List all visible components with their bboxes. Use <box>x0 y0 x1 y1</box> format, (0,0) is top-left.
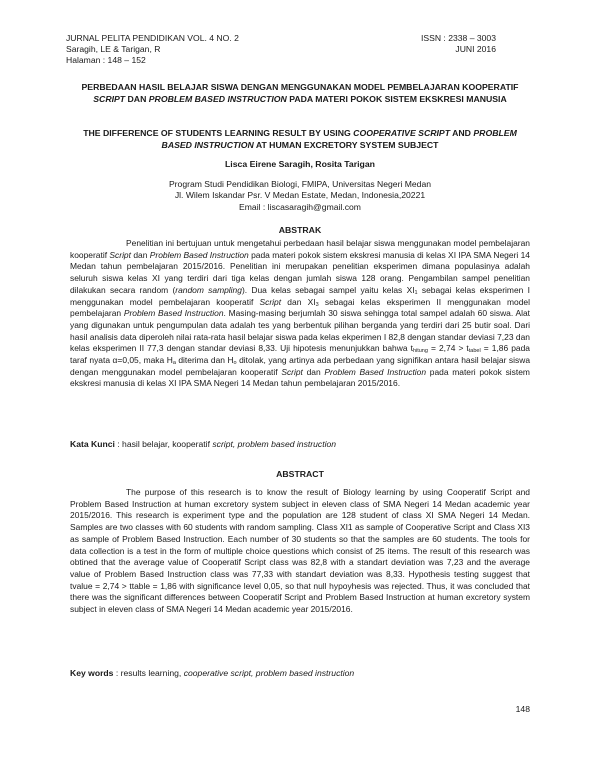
subscript: o <box>233 360 237 367</box>
affiliation-line: Program Studi Pendidikan Biologi, FMIPA, Universitas Negeri Medan <box>168 179 432 189</box>
running-header-right <box>421 33 496 55</box>
text-run: = 1,86 pada taraf nyata α=0,05, maka H <box>70 343 530 366</box>
title-id-part: DAN <box>125 94 149 104</box>
italic-run: random sampling <box>175 284 242 295</box>
text-run: dan XI <box>281 296 316 307</box>
title-id-italic: SCRIPT <box>93 94 126 104</box>
key-words-italic: cooperative script, problem based instruction <box>183 668 355 678</box>
key-words-label: Key words <box>70 668 114 678</box>
subscript: tabel <box>468 348 481 355</box>
italic-run: Script <box>259 296 282 307</box>
title-indonesian <box>70 81 530 105</box>
title-en-italic: PROBLEM BASED INSTRUCTION <box>161 128 517 150</box>
text-run: ditolak, yang artinya ada perbedaan yang signifikan antara hasil belajar siswa dengan menggunakan model pembelajaran kooperatif <box>70 355 531 377</box>
title-id-part: PERBEDAAN HASIL BELAJAR SISWA DENGAN MENGGUNAKAN MODEL PEMBELAJARAN KOOPERATIF <box>81 82 519 92</box>
abstract-text: The purpose of this research is to know the result of Biology learning by using Cooperatif Script and Problem Based Instruction at human excretory system subject in eleven class of SMA Negeri 14 Medan academic year 2015/2016. This research is experiment type and the population are 128 student of class XI SMA Negeri 14 Medan. Samples are two classes with 60 students with random sampling. Class XI1 as sample of Cooperative Script and Class XI3 as sample of Problem Based Instruction. Each number of 30 students so that the samples are 60 students. The tools for data collection is a test in the form of multiple choice questions which consist of 25 items. The result of this research was obtined that the average value of Cooperatif Script class was 82,8 with a standart deviation was 7,23 and the average value of Problem Based Instruction class was 77,33 with standart deviation was 8,33. Hypothesis testing suggest that tvalue = 2,74 > ttable = 1,86 with significance level 0,05, so that null hypoyhesis was rejected. Thus, it was concluded that there was the significant differences between Cooperatif Script and Problem Based Instruction at human excretory system subject in eleven class of SMA Negeri 14 Medan academic year 2015/2016. <box>70 487 530 615</box>
key-words-text: : results learning, <box>113 668 184 678</box>
email: Email : liscasaragih@gmail.com <box>239 201 361 212</box>
title-en-italic: COOPERATIVE SCRIPT <box>353 128 451 138</box>
title-en-part: AT HUMAN EXCRETORY SYSTEM SUBJECT <box>253 140 439 150</box>
abstract-heading: ABSTRACT <box>276 469 324 479</box>
text-run: sebagai kelas eksperimen II menggunakan model pembelajaran <box>70 296 530 319</box>
abstract-body <box>70 487 530 616</box>
kata-kunci-text: : hasil belajar, kooperatif <box>114 439 213 449</box>
text-run: sebagai kelas eksperimen I menggunakan model pembelajaran kooperatif <box>70 284 530 307</box>
kata-kunci <box>70 439 530 449</box>
affiliation <box>70 179 530 213</box>
authors-short: Saragih, LE & Tarigan, R <box>66 44 161 55</box>
running-header-left <box>66 33 239 67</box>
text-run: diterima dan H <box>175 355 234 366</box>
text-run: dan <box>130 249 150 260</box>
italic-run: Problem Based Instruction <box>123 308 224 319</box>
author-list: Lisca Eirene Saragih, Rosita Tarigan <box>225 159 375 169</box>
title-en-part: THE DIFFERENCE OF STUDENTS LEARNING RESULT BY USING <box>83 128 354 138</box>
subscript: 3 <box>315 301 319 308</box>
kata-kunci-italic: script, problem based instruction <box>212 439 337 449</box>
italic-run: Script <box>109 249 131 260</box>
abstrak-body <box>70 238 530 390</box>
italic-run: Problem Based Instruction <box>324 366 427 377</box>
title-english <box>70 127 530 151</box>
title-en-part: AND <box>450 128 474 138</box>
text-run: dan <box>302 366 325 377</box>
title-id-part: PADA MATERI POKOK SISTEM EKSKRESI MANUSIA <box>286 94 507 104</box>
text-run: Penelitian ini bertujuan untuk mengetahui perbedaan hasil belajar siswa menggunakan model pembelajaran kooperatif <box>70 238 530 260</box>
page-number: 148 <box>515 704 530 714</box>
text-run: pada materi pokok sistem ekskresi manusia di kelas XI IPA SMA Negeri 14 Medan tahun pembelajaran 2015/2016. <box>70 366 530 389</box>
italic-run: Problem Based Instruction <box>149 249 249 260</box>
subscript: a <box>172 360 176 367</box>
title-id-italic: PROBLEM BASED INSTRUCTION <box>148 94 287 104</box>
abstrak-heading: ABSTRAK <box>278 225 322 235</box>
key-words <box>70 668 530 678</box>
text-run: = 2,74 > t <box>427 343 469 354</box>
italic-run: Script <box>281 366 303 377</box>
issue-date: JUNI 2016 <box>455 44 496 55</box>
issn: ISSN : 2338 – 3003 <box>420 33 496 43</box>
journal-name: JURNAL PELITA PENDIDIKAN VOL. 4 NO. 2 <box>66 33 239 43</box>
subscript: 1 <box>414 289 418 296</box>
text-run: . Masing-masing berjumlah 30 siswa sehingga total sampel adalah 60 siswa. Alat yang digunakan untuk pengumpulan data adalah tes yang berbentuk pilihan berganda yang terdiri dari 25 butir soal. Dari hasil analisis data diperoleh nilai rata-rata hasil belajar siswa pada kelas ekperimen I 82,8 dengan standar deviasi 7,23 dan kelas eksperimen II 77,3 dengan standar deviasi 8,33. Uji hipotesis menunjukkan bahwa t <box>70 308 530 354</box>
subscript: hitung <box>412 348 428 355</box>
affiliation-line: Jl. Wilem Iskandar Psr. V Medan Estate, Medan, Indonesia,20221 <box>174 190 426 201</box>
kata-kunci-label: Kata Kunci <box>70 439 115 449</box>
text-run: pada materi pokok sistem ekskresi manusia di kelas XI IPA SMA Negeri 14 Medan tahun pembelajaran 2015/2016. Penelitian ini merupakan penelitian eksperimen dimana populasinya adalah seluruh siswa kelas XI yang terdiri dari tiga kelas dengan jumlah siswa 128 orang. Pengambilan sampel penelitian dilakukan secara random ( <box>70 249 530 295</box>
page-range: Halaman : 148 – 152 <box>66 55 146 66</box>
text-run: ). Dua kelas sebagai sampel yaitu kelas XI <box>241 284 415 295</box>
